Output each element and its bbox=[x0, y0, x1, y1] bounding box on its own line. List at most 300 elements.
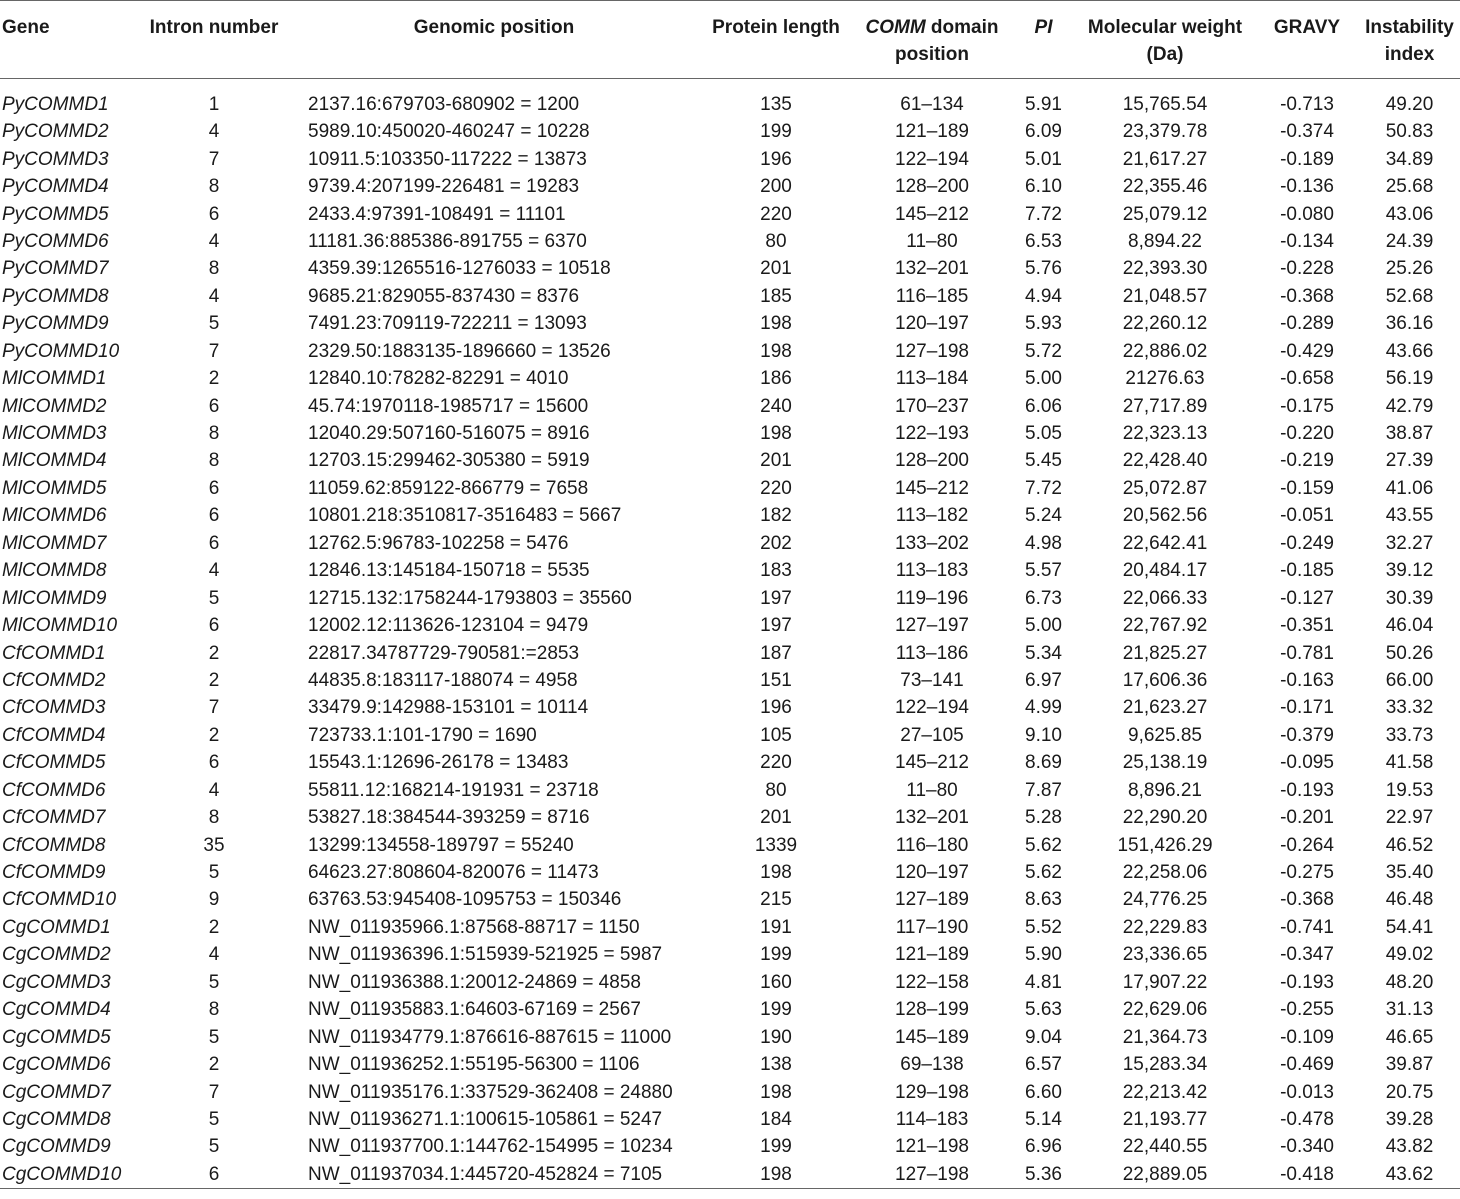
table-row bbox=[0, 667, 1460, 694]
table-row bbox=[0, 392, 1460, 419]
cell-instability-index: 46.52 bbox=[1385, 834, 1434, 856]
cell-instability-index: 43.82 bbox=[1385, 1136, 1434, 1158]
cell-genomic-position: 12762.5:96783-102258 = 5476 bbox=[308, 532, 569, 554]
cell-genomic-position: 44835.8:183117-188074 = 4958 bbox=[308, 669, 578, 691]
cell-gene: MlCOMMD6 bbox=[2, 505, 107, 527]
cell-gravy: -0.095 bbox=[1280, 752, 1334, 774]
cell-instability-index: 35.40 bbox=[1385, 862, 1434, 884]
cell-comm-domain-position: 113–183 bbox=[895, 560, 969, 582]
cell-comm-domain-position: 117–190 bbox=[895, 916, 969, 938]
cell-protein-length: 201 bbox=[760, 807, 792, 829]
cell-pi: 6.73 bbox=[1025, 587, 1062, 609]
cell-gene: CgCOMMD9 bbox=[2, 1136, 111, 1158]
cell-molecular-weight: 20,484.17 bbox=[1122, 560, 1208, 582]
cell-gravy: -0.249 bbox=[1280, 532, 1334, 554]
cell-intron-number: 8 bbox=[208, 450, 220, 472]
cell-molecular-weight: 22,229.83 bbox=[1122, 916, 1208, 938]
cell-molecular-weight: 22,066.33 bbox=[1122, 587, 1208, 609]
cell-gene: MlCOMMD2 bbox=[2, 395, 107, 417]
cell-genomic-position: 9739.4:207199-226481 = 19283 bbox=[308, 176, 580, 198]
cell-instability-index: 19.53 bbox=[1385, 779, 1434, 801]
cell-genomic-position: 9685.21:829055-837430 = 8376 bbox=[308, 285, 580, 307]
cell-comm-domain-position: 145–212 bbox=[895, 752, 969, 774]
table-row bbox=[0, 859, 1460, 886]
cell-gene: PyCOMMD1 bbox=[2, 94, 109, 115]
cell-comm-domain-position: 132–201 bbox=[895, 807, 969, 829]
cell-comm-domain-position: 120–197 bbox=[895, 862, 969, 884]
cell-instability-index: 22.97 bbox=[1385, 807, 1434, 829]
table-row bbox=[0, 914, 1460, 941]
cell-protein-length: 182 bbox=[760, 505, 792, 527]
cell-gene: PyCOMMD10 bbox=[2, 340, 120, 362]
cell-genomic-position: 2137.16:679703-680902 = 1200 bbox=[308, 94, 580, 115]
cell-instability-index: 42.79 bbox=[1385, 395, 1434, 417]
cell-intron-number: 6 bbox=[208, 203, 220, 225]
cell-instability-index: 24.39 bbox=[1385, 230, 1434, 252]
cell-genomic-position: NW_011934779.1:876616-887615 = 11000 bbox=[308, 1026, 672, 1048]
cell-protein-length: 151 bbox=[760, 669, 792, 691]
cell-gene: CgCOMMD5 bbox=[2, 1026, 111, 1048]
cell-intron-number: 4 bbox=[208, 230, 220, 252]
cell-gravy: -0.658 bbox=[1280, 368, 1334, 390]
cell-gravy: -0.781 bbox=[1280, 642, 1334, 664]
cell-genomic-position: 7491.23:709119-722211 = 13093 bbox=[308, 313, 587, 335]
cell-gene: MlCOMMD4 bbox=[2, 450, 107, 472]
table-row bbox=[0, 612, 1460, 639]
cell-protein-length: 1339 bbox=[754, 834, 798, 856]
header-gene: Gene bbox=[2, 17, 50, 38]
cell-instability-index: 54.41 bbox=[1385, 916, 1434, 938]
cell-genomic-position: 15543.1:12696-26178 = 13483 bbox=[308, 752, 569, 774]
cell-genomic-position: 11059.62:859122-866779 = 7658 bbox=[308, 477, 589, 499]
cell-intron-number: 1 bbox=[208, 94, 220, 115]
cell-instability-index: 39.12 bbox=[1385, 560, 1434, 582]
cell-gravy: -0.193 bbox=[1280, 779, 1334, 801]
cell-gravy: -0.351 bbox=[1280, 615, 1334, 637]
cell-instability-index: 30.39 bbox=[1385, 587, 1434, 609]
cell-genomic-position: 11181.36:885386-891755 = 6370 bbox=[308, 230, 587, 252]
cell-genomic-position: 5989.10:450020-460247 = 10228 bbox=[308, 121, 590, 143]
cell-pi: 5.24 bbox=[1025, 505, 1062, 527]
cell-pi: 5.93 bbox=[1025, 313, 1062, 335]
header-inst-line1: Instability bbox=[1365, 17, 1454, 38]
table-row bbox=[0, 749, 1460, 776]
cell-genomic-position: 22817.34787729-790581:=2853 bbox=[308, 642, 580, 664]
cell-intron-number: 5 bbox=[208, 1108, 220, 1130]
header-comm-italic: COMM bbox=[865, 17, 926, 38]
cell-gene: MlCOMMD10 bbox=[2, 615, 118, 637]
cell-gene: CfCOMMD6 bbox=[2, 779, 106, 801]
cell-instability-index: 43.62 bbox=[1385, 1163, 1434, 1185]
cell-gene: MlCOMMD5 bbox=[2, 477, 107, 499]
header-intron-number: Intron number bbox=[149, 17, 279, 38]
cell-gene: CfCOMMD5 bbox=[2, 752, 106, 774]
cell-intron-number: 4 bbox=[208, 560, 220, 582]
cell-intron-number: 4 bbox=[208, 944, 220, 966]
table-row bbox=[0, 584, 1460, 611]
cell-instability-index: 31.13 bbox=[1385, 999, 1434, 1021]
header-instability-index bbox=[1359, 1, 1460, 79]
cell-genomic-position: 12715.132:1758244-1793803 = 35560 bbox=[308, 587, 632, 609]
cell-molecular-weight: 151,426.29 bbox=[1117, 834, 1213, 856]
table-row bbox=[0, 804, 1460, 831]
cell-molecular-weight: 20,562.56 bbox=[1122, 505, 1208, 527]
cell-genomic-position: NW_011936388.1:20012-24869 = 4858 bbox=[308, 971, 641, 993]
cell-gravy: -0.163 bbox=[1280, 669, 1334, 691]
cell-molecular-weight: 22,889.05 bbox=[1122, 1163, 1208, 1185]
table-row bbox=[0, 530, 1460, 557]
cell-genomic-position: 4359.39:1265516-1276033 = 10518 bbox=[308, 258, 611, 280]
table-row bbox=[0, 969, 1460, 996]
cell-pi: 5.00 bbox=[1025, 615, 1062, 637]
cell-instability-index: 36.16 bbox=[1385, 313, 1434, 335]
cell-instability-index: 43.66 bbox=[1385, 340, 1434, 362]
cell-protein-length: 199 bbox=[760, 999, 792, 1021]
cell-comm-domain-position: 73–141 bbox=[900, 669, 964, 691]
header-genomic-position: Genomic position bbox=[413, 17, 575, 38]
cell-instability-index: 56.19 bbox=[1385, 368, 1434, 390]
cell-molecular-weight: 21,048.57 bbox=[1122, 285, 1208, 307]
cell-protein-length: 160 bbox=[760, 971, 792, 993]
cell-gene: CgCOMMD7 bbox=[2, 1081, 111, 1103]
cell-protein-length: 201 bbox=[760, 450, 792, 472]
cell-gene: CgCOMMD6 bbox=[2, 1054, 111, 1076]
cell-pi: 5.01 bbox=[1025, 148, 1062, 170]
cell-gravy: -0.469 bbox=[1280, 1054, 1334, 1076]
cell-pi: 5.76 bbox=[1025, 258, 1062, 280]
cell-protein-length: 198 bbox=[760, 862, 792, 884]
table-row bbox=[0, 283, 1460, 310]
cell-intron-number: 5 bbox=[208, 1136, 220, 1158]
cell-pi: 7.87 bbox=[1025, 779, 1062, 801]
cell-instability-index: 33.32 bbox=[1385, 697, 1434, 719]
cell-comm-domain-position: 113–186 bbox=[895, 642, 969, 664]
cell-molecular-weight: 15,765.54 bbox=[1122, 94, 1208, 115]
cell-intron-number: 5 bbox=[208, 1026, 220, 1048]
cell-protein-length: 138 bbox=[760, 1054, 792, 1076]
cell-genomic-position: 10911.5:103350-117222 = 13873 bbox=[308, 148, 587, 170]
cell-instability-index: 50.83 bbox=[1385, 121, 1434, 143]
cell-gene: CfCOMMD4 bbox=[2, 724, 106, 746]
cell-comm-domain-position: 120–197 bbox=[895, 313, 969, 335]
cell-intron-number: 5 bbox=[208, 971, 220, 993]
cell-comm-domain-position: 122–194 bbox=[895, 148, 969, 170]
cell-gravy: -0.185 bbox=[1280, 560, 1334, 582]
cell-instability-index: 39.28 bbox=[1385, 1108, 1434, 1130]
cell-molecular-weight: 22,323.13 bbox=[1122, 423, 1208, 445]
table-row bbox=[0, 118, 1460, 145]
cell-intron-number: 6 bbox=[208, 532, 220, 554]
cell-intron-number: 7 bbox=[208, 148, 220, 170]
cell-intron-number: 9 bbox=[208, 889, 220, 911]
cell-instability-index: 46.65 bbox=[1385, 1026, 1434, 1048]
cell-genomic-position: 33479.9:142988-153101 = 10114 bbox=[308, 697, 589, 719]
cell-genomic-position: NW_011935966.1:87568-88717 = 1150 bbox=[308, 916, 640, 938]
cell-genomic-position: NW_011936271.1:100615-105861 = 5247 bbox=[308, 1108, 663, 1130]
header-comm-domain-position bbox=[852, 1, 1012, 79]
cell-gravy: -0.418 bbox=[1280, 1163, 1334, 1185]
cell-genomic-position: 12040.29:507160-516075 = 8916 bbox=[308, 423, 590, 445]
cell-protein-length: 187 bbox=[760, 642, 792, 664]
cell-instability-index: 25.26 bbox=[1385, 258, 1434, 280]
cell-protein-length: 186 bbox=[760, 368, 792, 390]
table-row bbox=[0, 557, 1460, 584]
cell-molecular-weight: 8,894.22 bbox=[1128, 230, 1202, 252]
cell-gene: CfCOMMD10 bbox=[2, 889, 117, 911]
cell-molecular-weight: 22,213.42 bbox=[1122, 1081, 1208, 1103]
cell-pi: 4.99 bbox=[1025, 697, 1062, 719]
cell-gene: PyCOMMD8 bbox=[2, 285, 109, 307]
header-gravy: GRAVY bbox=[1273, 17, 1341, 38]
cell-gene: CfCOMMD8 bbox=[2, 834, 106, 856]
table-row bbox=[0, 1106, 1460, 1133]
cell-protein-length: 80 bbox=[765, 230, 787, 252]
cell-comm-domain-position: 114–183 bbox=[895, 1108, 969, 1130]
cell-instability-index: 34.89 bbox=[1385, 148, 1434, 170]
cell-molecular-weight: 22,355.46 bbox=[1122, 176, 1208, 198]
cell-pi: 4.81 bbox=[1025, 971, 1062, 993]
cell-instability-index: 43.06 bbox=[1385, 203, 1434, 225]
header-inst-line2: index bbox=[1384, 44, 1435, 65]
table-row bbox=[0, 200, 1460, 227]
table-row bbox=[0, 338, 1460, 365]
table-row bbox=[0, 255, 1460, 282]
cell-pi: 8.69 bbox=[1025, 752, 1062, 774]
cell-gene: MlCOMMD8 bbox=[2, 560, 107, 582]
cell-intron-number: 35 bbox=[203, 834, 225, 856]
cell-gene: CgCOMMD1 bbox=[2, 916, 111, 938]
cell-comm-domain-position: 145–212 bbox=[895, 477, 969, 499]
cell-intron-number: 4 bbox=[208, 285, 220, 307]
cell-pi: 5.57 bbox=[1025, 560, 1062, 582]
cell-protein-length: 202 bbox=[760, 532, 792, 554]
table-row bbox=[0, 886, 1460, 913]
cell-genomic-position: 723733.1:101-1790 = 1690 bbox=[308, 724, 537, 746]
cell-comm-domain-position: 116–185 bbox=[895, 285, 969, 307]
cell-genomic-position: NW_011937700.1:144762-154995 = 10234 bbox=[308, 1136, 673, 1158]
cell-pi: 6.96 bbox=[1025, 1136, 1062, 1158]
table-row bbox=[0, 1078, 1460, 1105]
cell-molecular-weight: 15,283.34 bbox=[1122, 1054, 1208, 1076]
cell-comm-domain-position: 113–182 bbox=[895, 505, 969, 527]
cell-instability-index: 41.58 bbox=[1385, 752, 1434, 774]
cell-instability-index: 49.02 bbox=[1385, 944, 1434, 966]
cell-comm-domain-position: 121–189 bbox=[895, 944, 969, 966]
cell-pi: 5.28 bbox=[1025, 807, 1062, 829]
cell-comm-domain-position: 127–198 bbox=[895, 340, 969, 362]
cell-pi: 5.05 bbox=[1025, 423, 1062, 445]
cell-molecular-weight: 25,138.19 bbox=[1122, 752, 1208, 774]
cell-gene: CgCOMMD4 bbox=[2, 999, 111, 1021]
cell-comm-domain-position: 128–199 bbox=[895, 999, 969, 1021]
table-row bbox=[0, 447, 1460, 474]
cell-protein-length: 199 bbox=[760, 1136, 792, 1158]
header-comm-line2: position bbox=[895, 44, 969, 65]
cell-comm-domain-position: 11–80 bbox=[906, 230, 958, 252]
cell-pi: 6.06 bbox=[1025, 395, 1062, 417]
cell-gravy: -0.275 bbox=[1280, 862, 1334, 884]
cell-intron-number: 4 bbox=[208, 121, 220, 143]
cell-gene: CfCOMMD3 bbox=[2, 697, 106, 719]
cell-intron-number: 5 bbox=[208, 313, 220, 335]
cell-comm-domain-position: 133–202 bbox=[895, 532, 969, 554]
cell-protein-length: 220 bbox=[760, 203, 792, 225]
cell-protein-length: 198 bbox=[760, 340, 792, 362]
cell-gene: MlCOMMD3 bbox=[2, 423, 107, 445]
cell-pi: 5.62 bbox=[1025, 834, 1062, 856]
cell-gene: CfCOMMD1 bbox=[2, 642, 106, 664]
cell-intron-number: 7 bbox=[208, 340, 220, 362]
cell-intron-number: 8 bbox=[208, 176, 220, 198]
table-row bbox=[0, 502, 1460, 529]
cell-gravy: -0.127 bbox=[1280, 587, 1334, 609]
cell-instability-index: 25.68 bbox=[1385, 176, 1434, 198]
cell-pi: 5.45 bbox=[1025, 450, 1062, 472]
header-protein-length: Protein length bbox=[712, 17, 840, 38]
cell-genomic-position: 13299:134558-189797 = 55240 bbox=[308, 834, 574, 856]
cell-gravy: -0.255 bbox=[1280, 999, 1334, 1021]
table-row bbox=[0, 941, 1460, 968]
cell-genomic-position: NW_011937034.1:445720-452824 = 7105 bbox=[308, 1163, 663, 1185]
cell-pi: 6.10 bbox=[1025, 176, 1062, 198]
cell-protein-length: 197 bbox=[760, 615, 792, 637]
cell-comm-domain-position: 128–200 bbox=[895, 450, 969, 472]
cell-gravy: -0.347 bbox=[1280, 944, 1334, 966]
cell-molecular-weight: 22,290.20 bbox=[1122, 807, 1208, 829]
cell-gravy: -0.429 bbox=[1280, 340, 1334, 362]
cell-molecular-weight: 21,617.27 bbox=[1122, 148, 1208, 170]
cell-comm-domain-position: 127–198 bbox=[895, 1163, 969, 1185]
cell-protein-length: 190 bbox=[760, 1026, 792, 1048]
table-row bbox=[0, 145, 1460, 172]
cell-intron-number: 8 bbox=[208, 999, 220, 1021]
cell-instability-index: 66.00 bbox=[1385, 669, 1434, 691]
cell-pi: 5.14 bbox=[1025, 1108, 1062, 1130]
cell-gravy: -0.228 bbox=[1280, 258, 1334, 280]
cell-pi: 7.72 bbox=[1025, 203, 1062, 225]
cell-pi: 6.60 bbox=[1025, 1081, 1062, 1103]
cell-intron-number: 6 bbox=[208, 615, 220, 637]
cell-intron-number: 4 bbox=[208, 779, 220, 801]
cell-gravy: -0.189 bbox=[1280, 148, 1334, 170]
cell-protein-length: 200 bbox=[760, 176, 792, 198]
cell-gene: PyCOMMD5 bbox=[2, 203, 109, 225]
table-row bbox=[0, 1133, 1460, 1160]
cell-protein-length: 198 bbox=[760, 1081, 792, 1103]
cell-protein-length: 135 bbox=[760, 94, 792, 115]
table-row bbox=[0, 173, 1460, 200]
cell-comm-domain-position: 119–196 bbox=[895, 587, 969, 609]
cell-protein-length: 198 bbox=[760, 1163, 792, 1185]
cell-instability-index: 27.39 bbox=[1385, 450, 1434, 472]
cell-intron-number: 8 bbox=[208, 258, 220, 280]
cell-molecular-weight: 24,776.25 bbox=[1122, 889, 1208, 911]
header-mw-line1: Molecular weight bbox=[1087, 17, 1243, 38]
cell-pi: 6.53 bbox=[1025, 230, 1062, 252]
cell-molecular-weight: 21276.63 bbox=[1125, 368, 1205, 390]
cell-comm-domain-position: 113–184 bbox=[895, 368, 969, 390]
cell-genomic-position: 12846.13:145184-150718 = 5535 bbox=[308, 560, 590, 582]
cell-gene: PyCOMMD2 bbox=[2, 121, 109, 143]
cell-genomic-position: NW_011936252.1:55195-56300 = 1106 bbox=[308, 1054, 640, 1076]
cell-gene: CfCOMMD7 bbox=[2, 807, 106, 829]
cell-gravy: -0.368 bbox=[1280, 889, 1334, 911]
cell-molecular-weight: 21,193.77 bbox=[1122, 1108, 1208, 1130]
cell-instability-index: 33.73 bbox=[1385, 724, 1434, 746]
cell-protein-length: 199 bbox=[760, 121, 792, 143]
cell-gene: CgCOMMD8 bbox=[2, 1108, 111, 1130]
cell-intron-number: 6 bbox=[208, 505, 220, 527]
table-row bbox=[0, 1023, 1460, 1050]
cell-gravy: -0.171 bbox=[1280, 697, 1334, 719]
cell-molecular-weight: 22,440.55 bbox=[1122, 1136, 1208, 1158]
cell-pi: 6.57 bbox=[1025, 1054, 1062, 1076]
cell-genomic-position: 2433.4:97391-108491 = 11101 bbox=[308, 203, 566, 225]
cell-molecular-weight: 22,393.30 bbox=[1122, 258, 1208, 280]
cell-gravy: -0.478 bbox=[1280, 1108, 1334, 1130]
cell-gene: CgCOMMD3 bbox=[2, 971, 111, 993]
cell-molecular-weight: 22,428.40 bbox=[1122, 450, 1208, 472]
cell-gene: PyCOMMD7 bbox=[2, 258, 109, 280]
cell-gravy: -0.159 bbox=[1280, 477, 1334, 499]
cell-instability-index: 38.87 bbox=[1385, 423, 1434, 445]
cell-molecular-weight: 23,336.65 bbox=[1122, 944, 1208, 966]
cell-pi: 9.10 bbox=[1025, 724, 1062, 746]
cell-gene: PyCOMMD3 bbox=[2, 148, 109, 170]
cell-intron-number: 6 bbox=[208, 395, 220, 417]
table-header bbox=[0, 1, 1460, 79]
cell-comm-domain-position: 61–134 bbox=[900, 94, 964, 115]
cell-gene: MlCOMMD9 bbox=[2, 587, 107, 609]
cell-protein-length: 220 bbox=[760, 477, 792, 499]
cell-instability-index: 43.55 bbox=[1385, 505, 1434, 527]
table-row bbox=[0, 639, 1460, 666]
cell-molecular-weight: 21,364.73 bbox=[1122, 1026, 1208, 1048]
cell-genomic-position: 55811.12:168214-191931 = 23718 bbox=[308, 779, 599, 801]
cell-genomic-position: 12703.15:299462-305380 = 5919 bbox=[308, 450, 590, 472]
cell-instability-index: 20.75 bbox=[1385, 1081, 1434, 1103]
cell-molecular-weight: 21,623.27 bbox=[1122, 697, 1208, 719]
cell-pi: 8.63 bbox=[1025, 889, 1062, 911]
cell-instability-index: 46.48 bbox=[1385, 889, 1434, 911]
cell-protein-length: 220 bbox=[760, 752, 792, 774]
cell-instability-index: 49.20 bbox=[1385, 94, 1434, 115]
cell-gene: PyCOMMD9 bbox=[2, 313, 109, 335]
cell-pi: 5.91 bbox=[1025, 94, 1062, 115]
table-row bbox=[0, 722, 1460, 749]
cell-gene: CfCOMMD9 bbox=[2, 862, 106, 884]
cell-pi: 5.00 bbox=[1025, 368, 1062, 390]
cell-pi: 4.94 bbox=[1025, 285, 1062, 307]
cell-protein-length: 198 bbox=[760, 423, 792, 445]
table-row bbox=[0, 831, 1460, 858]
header-molecular-weight bbox=[1075, 1, 1255, 79]
cell-pi: 6.97 bbox=[1025, 669, 1062, 691]
table-row bbox=[0, 694, 1460, 721]
cell-protein-length: 215 bbox=[760, 889, 792, 911]
cell-gene: MlCOMMD7 bbox=[2, 532, 107, 554]
cell-instability-index: 48.20 bbox=[1385, 971, 1434, 993]
cell-intron-number: 2 bbox=[208, 724, 220, 746]
table-row bbox=[0, 1161, 1460, 1189]
cell-gravy: -0.741 bbox=[1280, 916, 1334, 938]
cell-gravy: -0.080 bbox=[1280, 203, 1334, 225]
cell-gravy: -0.368 bbox=[1280, 285, 1334, 307]
cell-gene: MlCOMMD1 bbox=[2, 368, 107, 390]
cell-comm-domain-position: 145–212 bbox=[895, 203, 969, 225]
cell-gravy: -0.219 bbox=[1280, 450, 1334, 472]
cell-pi: 5.36 bbox=[1025, 1163, 1062, 1185]
